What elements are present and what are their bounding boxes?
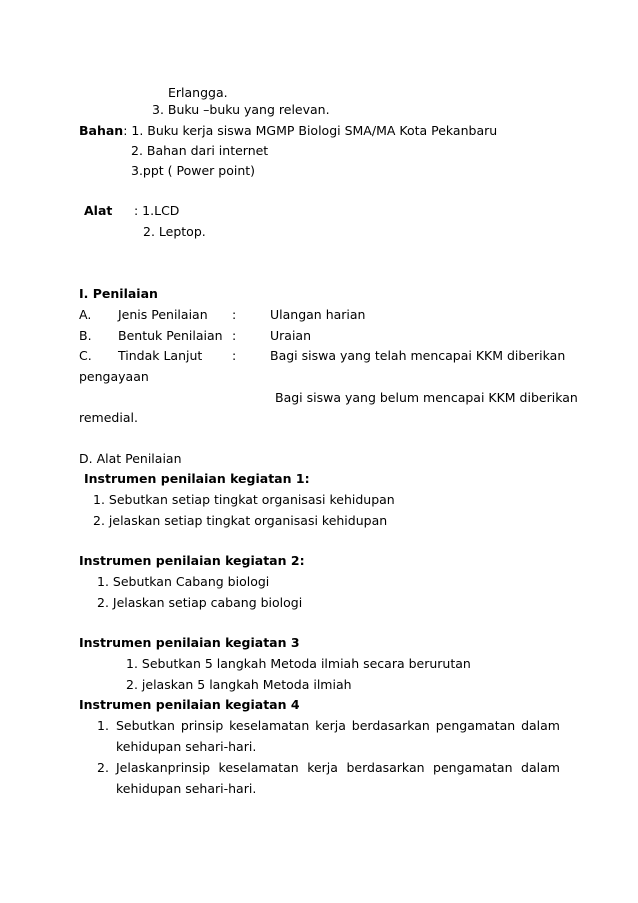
alat-item-2: 2. Leptop. [143, 224, 206, 239]
justified-word: Jelaskanprinsip [116, 760, 211, 775]
justified-word: berdasarkan [351, 718, 430, 733]
justified-word: dalam [521, 760, 560, 775]
penilaian-row-a-name: Jenis Penilaian [118, 307, 208, 322]
penilaian-row-c-colon: : [232, 348, 237, 363]
kegiatan-1-item-2: 2. jelaskan setiap tingkat organisasi kehidupan [93, 513, 388, 528]
penilaian-row-a-value: Ulangan harian [270, 307, 366, 322]
penilaian-row-b-letter: B. [79, 328, 92, 343]
justified-word: prinsip [180, 718, 224, 733]
bahan-item-3: 3.ppt ( Power point) [131, 163, 256, 178]
penilaian-heading: I. Penilaian [79, 286, 158, 301]
penilaian-row-a-colon: : [232, 307, 237, 322]
bahan-item-2: 2. Bahan dari internet [131, 143, 269, 158]
penilaian-wrap-1: pengayaan [79, 369, 149, 384]
kegiatan-4-item-2-line [116, 760, 560, 776]
justified-word: Sebutkan [116, 718, 175, 733]
kegiatan-3-title: Instrumen penilaian kegiatan 3 [79, 635, 300, 650]
bahan-line-1 [79, 123, 497, 139]
justified-word: pengamatan [433, 760, 513, 775]
kegiatan-1-item-1: 1. Sebutkan setiap tingkat organisasi kehidupan [93, 492, 395, 507]
justified-word: kerja [307, 760, 338, 775]
penilaian-row-b-colon: : [232, 328, 237, 343]
penilaian-line-2: Bagi siswa yang belum mencapai KKM diberikan [275, 390, 578, 405]
kegiatan-4-item-1-line [116, 718, 560, 734]
penilaian-wrap-2: remedial. [79, 410, 138, 425]
top-line-2: 3. Buku –buku yang relevan. [152, 102, 330, 117]
penilaian-row-b-value: Uraian [270, 328, 312, 343]
penilaian-row-c-name: Tindak Lanjut [118, 348, 203, 363]
justified-word: keselamatan [229, 718, 310, 733]
justified-word: keselamatan [218, 760, 299, 775]
top-line-1: Erlangga. [168, 85, 228, 100]
justified-word: berdasarkan [346, 760, 425, 775]
kegiatan-4-item-1-number: 1. [97, 718, 109, 733]
penilaian-row-c-value: Bagi siswa yang telah mencapai KKM diberikan [270, 348, 566, 363]
alat-item-1: : 1.LCD [134, 203, 180, 218]
penilaian-row-b-name: Bentuk Penilaian [118, 328, 223, 343]
kegiatan-3-item-2: 2. jelaskan 5 langkah Metoda ilmiah [126, 677, 352, 692]
kegiatan-2-title: Instrumen penilaian kegiatan 2: [79, 553, 305, 568]
alat-label: Alat [84, 203, 113, 218]
kegiatan-4-item-2-number: 2. [97, 760, 109, 775]
penilaian-row-c-letter: C. [79, 348, 92, 363]
justified-word: kerja [315, 718, 346, 733]
kegiatan-4-item-1-continuation: kehidupan sehari-hari. [116, 739, 257, 754]
penilaian-row-a-letter: A. [79, 307, 92, 322]
kegiatan-3-item-1: 1. Sebutkan 5 langkah Metoda ilmiah secara berurutan [126, 656, 471, 671]
bahan-label: Bahan [79, 123, 124, 138]
kegiatan-2-item-2: 2. Jelaskan setiap cabang biologi [97, 595, 303, 610]
justified-word: pengamatan [435, 718, 516, 733]
kegiatan-4-item-2-continuation: kehidupan sehari-hari. [116, 781, 257, 796]
justified-word: dalam [521, 718, 560, 733]
kegiatan-1-title: Instrumen penilaian kegiatan 1: [84, 471, 310, 486]
kegiatan-2-item-1: 1. Sebutkan Cabang biologi [97, 574, 270, 589]
kegiatan-4-title: Instrumen penilaian kegiatan 4 [79, 697, 300, 712]
bahan-item-1: : 1. Buku kerja siswa MGMP Biologi SMA/MA Kota Pekanbaru [123, 123, 498, 138]
alat-penilaian-heading: D. Alat Penilaian [79, 451, 182, 466]
